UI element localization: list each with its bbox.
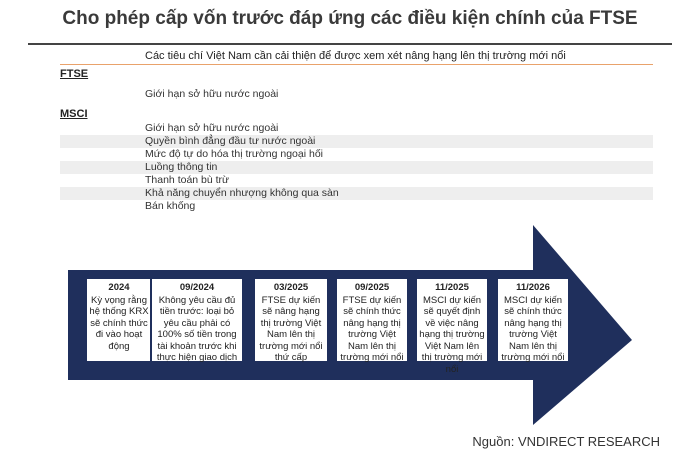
section-label-ftse: FTSE bbox=[60, 68, 89, 80]
criteria-text: Giới hạn sở hữu nước ngoài bbox=[145, 122, 279, 134]
timeline-desc: FTSE dự kiến sẽ chính thức nâng hạng thị trường Việt Nam lên thị trường mới nổi bbox=[340, 294, 404, 363]
timeline-date: 03/2025 bbox=[273, 282, 309, 293]
timeline-desc: FTSE dự kiến sẽ nâng hạng thị trường Việt Nam lên thị trường mới nổi thứ cấp bbox=[259, 294, 323, 363]
timeline-desc: Kỳ vọng rằng hệ thống KRX sẽ chính thức đi vào hoạt động bbox=[89, 294, 149, 352]
timeline-desc: Không yêu cầu đủ tiền trước: loại bỏ yêu cầu phải có 100% số tiền trong tài khoản trước khi thực hiện giao dịch bbox=[156, 294, 238, 363]
timeline-card bbox=[496, 277, 570, 363]
page-title: Cho phép cấp vốn trước đáp ứng các điều kiện chính của FTSE bbox=[62, 8, 638, 29]
source-note: Nguồn: VNDIRECT RESEARCH bbox=[472, 434, 660, 449]
criteria-text: Thanh toán bù trừ bbox=[145, 174, 230, 186]
section-label-msci: MSCI bbox=[60, 108, 88, 120]
criteria-text: Quyền bình đẳng đầu tư nước ngoài bbox=[145, 135, 316, 147]
timeline-date: 11/2026 bbox=[516, 282, 550, 293]
timeline-card bbox=[85, 277, 153, 363]
timeline-date: 11/2025 bbox=[435, 282, 469, 293]
timeline-date: 09/2025 bbox=[354, 282, 390, 293]
criteria-text: Bán khống bbox=[145, 200, 196, 212]
criteria-text: Mức độ tự do hóa thị trường ngoại hối bbox=[145, 148, 323, 160]
timeline-card bbox=[150, 277, 244, 363]
timeline-date: 2024 bbox=[108, 282, 130, 293]
table-header: Các tiêu chí Việt Nam cần cải thiện để được xem xét nâng hạng lên thị trường mới nổi bbox=[145, 50, 566, 62]
criteria-text: Luồng thông tin bbox=[145, 161, 218, 173]
criteria-text: Giới hạn sở hữu nước ngoài bbox=[145, 88, 279, 100]
timeline-desc: MSCI dự kiến sẽ quyết định về việc nâng hạng thị trường Việt Nam lên thị trường mới nổi bbox=[419, 294, 485, 375]
timeline-card bbox=[335, 277, 409, 363]
timeline-desc: MSCI dự kiến sẽ chính thức nâng hạng thị trường Việt Nam lên thị trường mới nổi bbox=[501, 294, 565, 363]
criteria-text: Khả năng chuyển nhượng không qua sàn bbox=[145, 187, 339, 199]
timeline-card bbox=[415, 277, 489, 375]
timeline-date: 09/2024 bbox=[179, 282, 215, 293]
timeline-card bbox=[253, 277, 329, 363]
